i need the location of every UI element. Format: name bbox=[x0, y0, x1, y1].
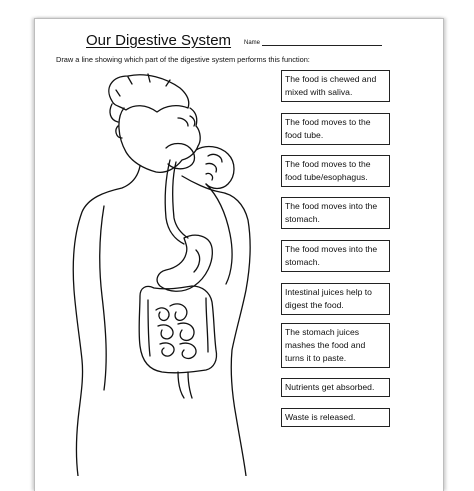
function-box-4: The food moves into the stomach. bbox=[281, 197, 390, 229]
hair-outline bbox=[109, 75, 189, 112]
small-intestine bbox=[156, 304, 196, 359]
hand-outline bbox=[196, 147, 234, 189]
function-box-2: The food moves to the food tube. bbox=[281, 113, 390, 145]
stomach bbox=[157, 235, 212, 291]
instruction-text: Draw a line showing which part of the digestive system performs this function: bbox=[56, 55, 310, 64]
rectum bbox=[178, 372, 192, 398]
function-box-1: The food is chewed and mixed with saliva. bbox=[281, 70, 390, 102]
function-box-3: The food moves to the food tube/esophagus. bbox=[281, 155, 390, 187]
name-blank-line bbox=[262, 45, 382, 46]
name-label: Name bbox=[244, 40, 261, 46]
function-box-8: Nutrients get absorbed. bbox=[281, 378, 390, 397]
worksheet-title: Our Digestive System bbox=[86, 32, 232, 49]
function-box-5: The food moves into the stomach. bbox=[281, 240, 390, 272]
function-box-7: The stomach juices mashes the food and turns it to paste. bbox=[281, 323, 390, 368]
head-outline bbox=[119, 108, 200, 172]
large-intestine bbox=[139, 286, 216, 373]
digestive-system-illustration bbox=[40, 66, 280, 476]
function-box-9: Waste is released. bbox=[281, 408, 390, 427]
function-box-6: Intestinal juices help to digest the food. bbox=[281, 283, 390, 315]
torso-outline bbox=[73, 166, 140, 476]
